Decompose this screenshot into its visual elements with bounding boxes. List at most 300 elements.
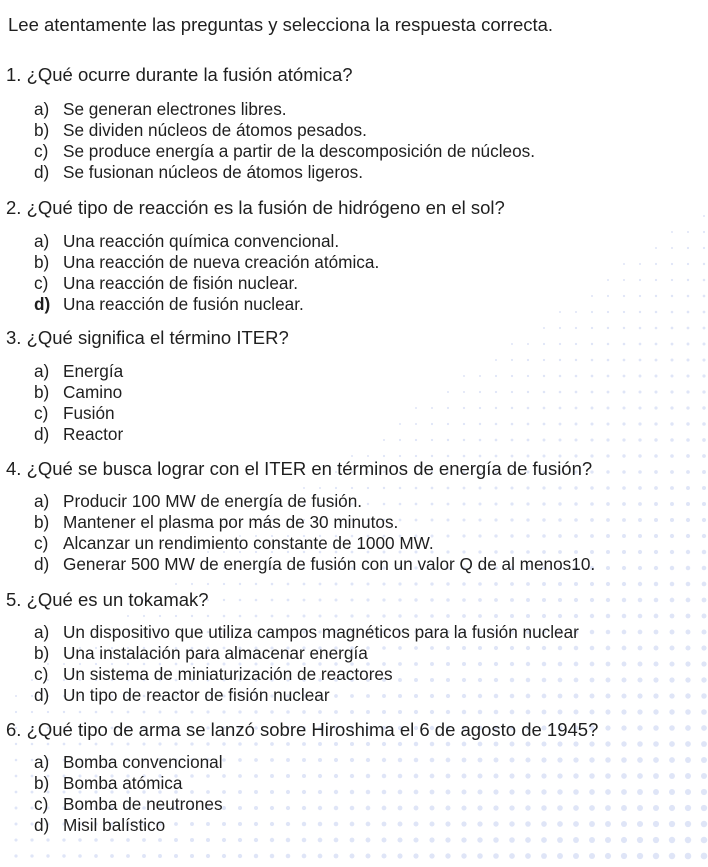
- background-dot: [702, 598, 707, 603]
- background-dot: [15, 759, 18, 762]
- background-dot: [670, 470, 674, 474]
- background-dot: [622, 422, 625, 425]
- background-dot: [495, 391, 497, 393]
- background-dot: [510, 598, 514, 602]
- background-dot: [686, 566, 691, 571]
- background-dot: [254, 742, 258, 746]
- option-5d[interactable]: [34, 685, 579, 706]
- background-dot: [303, 583, 306, 586]
- background-dot: [575, 359, 577, 361]
- background-dot: [398, 822, 403, 827]
- background-dot: [591, 407, 594, 410]
- background-dot: [686, 550, 690, 554]
- background-dot: [270, 838, 274, 842]
- background-dot: [654, 518, 658, 522]
- background-dot: [590, 486, 593, 489]
- background-dot: [686, 614, 691, 619]
- background-dot: [637, 853, 643, 859]
- background-dot: [510, 614, 514, 618]
- background-dot: [526, 614, 530, 618]
- background-dot: [637, 757, 643, 763]
- background-dot: [670, 646, 675, 651]
- background-dot: [382, 790, 387, 795]
- background-dot: [350, 774, 354, 778]
- option-5a[interactable]: [34, 622, 579, 643]
- background-dot: [78, 854, 82, 858]
- background-dot: [479, 439, 482, 442]
- background-dot: [430, 598, 433, 601]
- background-dot: [350, 710, 354, 714]
- background-dot: [606, 582, 610, 586]
- background-dot: [223, 583, 225, 585]
- background-dot: [702, 502, 706, 506]
- option-2c[interactable]: [34, 273, 379, 294]
- background-dot: [621, 741, 626, 746]
- background-dot: [222, 758, 226, 762]
- question-number: 2.: [6, 197, 22, 218]
- background-dot: [686, 406, 689, 409]
- background-dot: [143, 711, 146, 714]
- background-dot: [525, 837, 531, 843]
- background-dot: [509, 837, 515, 843]
- background-dot: [623, 263, 625, 265]
- background-dot: [638, 582, 642, 586]
- background-dot: [575, 311, 577, 313]
- background-dot: [542, 614, 546, 618]
- background-dot: [175, 615, 177, 617]
- background-dot: [575, 391, 578, 394]
- option-letter: d): [34, 424, 50, 444]
- background-dot: [670, 582, 675, 587]
- background-dot: [222, 774, 226, 778]
- background-dot: [461, 837, 466, 842]
- background-dot: [638, 534, 642, 538]
- background-dot: [653, 677, 658, 682]
- option-letter: a): [34, 231, 50, 251]
- background-dot: [254, 854, 258, 858]
- background-dot: [621, 821, 627, 827]
- background-dot: [623, 311, 625, 313]
- background-dot: [622, 518, 626, 522]
- background-dot: [494, 582, 498, 586]
- background-dot: [462, 598, 466, 602]
- background-dot: [702, 406, 705, 409]
- background-dot: [575, 343, 577, 345]
- background-dot: [366, 790, 371, 795]
- background-dot: [431, 439, 433, 441]
- background-dot: [607, 375, 610, 378]
- background-dot: [414, 790, 419, 795]
- background-dot: [655, 247, 657, 249]
- background-dot: [462, 774, 467, 779]
- background-dot: [557, 773, 562, 778]
- background-dot: [686, 486, 690, 490]
- background-dot: [542, 486, 545, 489]
- background-dot: [638, 406, 641, 409]
- background-dot: [382, 822, 387, 827]
- background-dot: [638, 470, 642, 474]
- background-dot: [542, 598, 546, 602]
- background-dot: [685, 741, 691, 747]
- background-dot: [606, 678, 611, 683]
- option-6a[interactable]: [34, 752, 223, 773]
- background-dot: [15, 695, 17, 697]
- option-2a[interactable]: [34, 231, 379, 252]
- background-dot: [431, 455, 433, 457]
- background-dot: [574, 582, 578, 586]
- background-dot: [335, 487, 337, 489]
- option-4d[interactable]: [34, 554, 595, 575]
- background-dot: [431, 407, 433, 409]
- background-dot: [303, 487, 305, 489]
- background-dot: [621, 757, 627, 763]
- option-letter: d): [34, 294, 51, 314]
- background-dot: [94, 854, 98, 858]
- background-dot: [590, 662, 595, 667]
- option-4c[interactable]: [34, 533, 595, 554]
- background-dot: [607, 295, 609, 297]
- background-dot: [286, 742, 290, 746]
- question-number: 6.: [6, 719, 22, 740]
- background-dot: [15, 743, 17, 745]
- background-dot: [495, 375, 497, 377]
- background-dot: [350, 822, 355, 827]
- background-dot: [607, 391, 610, 394]
- option-letter: b): [34, 120, 50, 140]
- background-dot: [623, 295, 625, 297]
- background-dot: [669, 661, 674, 666]
- background-dot: [639, 375, 642, 378]
- option-letter: c): [34, 664, 49, 684]
- background-dot: [366, 838, 371, 843]
- background-dot: [621, 693, 626, 698]
- background-dot: [366, 614, 369, 617]
- background-dot: [622, 486, 626, 490]
- background-dot: [479, 487, 482, 490]
- background-dot: [477, 837, 482, 842]
- background-dot: [541, 757, 546, 762]
- background-dot: [398, 790, 403, 795]
- background-dot: [318, 742, 322, 746]
- option-text: Se generan electrones libres.: [63, 99, 287, 119]
- background-dot: [414, 806, 419, 811]
- background-dot: [382, 710, 386, 714]
- background-dot: [415, 439, 417, 441]
- background-dot: [478, 614, 482, 618]
- background-dot: [367, 487, 369, 489]
- background-dot: [493, 853, 499, 859]
- option-6b[interactable]: [34, 773, 223, 794]
- background-dot: [254, 822, 258, 826]
- background-dot: [207, 615, 209, 617]
- background-dot: [495, 423, 498, 426]
- background-dot: [557, 789, 562, 794]
- background-dot: [654, 566, 658, 570]
- background-dot: [558, 486, 561, 489]
- background-dot: [415, 407, 417, 409]
- background-dot: [701, 837, 708, 844]
- background-dot: [702, 518, 706, 522]
- background-dot: [493, 821, 498, 826]
- option-text: Fusión: [63, 403, 115, 423]
- background-dot: [686, 358, 689, 361]
- background-dot: [510, 582, 514, 586]
- background-dot: [110, 838, 114, 842]
- background-dot: [686, 630, 691, 635]
- background-dot: [526, 598, 530, 602]
- option-3b[interactable]: [34, 382, 123, 403]
- background-dot: [654, 406, 657, 409]
- option-letter: d): [34, 162, 50, 182]
- background-dot: [526, 582, 530, 586]
- background-dot: [605, 773, 611, 779]
- background-dot: [382, 742, 386, 746]
- background-dot: [478, 774, 483, 779]
- background-dot: [238, 758, 242, 762]
- background-dot: [623, 391, 626, 394]
- background-dot: [382, 774, 387, 779]
- question-1: [6, 64, 353, 86]
- background-dot: [654, 390, 657, 393]
- option-letter: c): [34, 794, 49, 814]
- background-dot: [590, 438, 593, 441]
- background-dot: [638, 454, 641, 457]
- option-2d[interactable]: [34, 294, 379, 315]
- background-dot: [191, 583, 193, 585]
- option-5b[interactable]: [34, 643, 579, 664]
- background-dot: [414, 582, 417, 585]
- background-dot: [622, 454, 625, 457]
- background-dot: [639, 295, 641, 297]
- background-dot: [445, 821, 450, 826]
- question-text: ¿Qué tipo de arma se lanzó sobre Hiroshima el 6 de agosto de 1945?: [26, 719, 599, 740]
- background-dot: [318, 822, 323, 827]
- option-text: Misil balístico: [63, 815, 166, 835]
- background-dot: [670, 422, 673, 425]
- option-text: Mantener el plasma por más de 30 minutos.: [63, 512, 399, 532]
- background-dot: [270, 742, 274, 746]
- background-dot: [334, 822, 339, 827]
- background-dot: [671, 247, 673, 249]
- background-dot: [446, 774, 451, 779]
- background-dot: [319, 487, 321, 489]
- background-dot: [335, 599, 338, 602]
- option-4b[interactable]: [34, 512, 595, 533]
- background-dot: [222, 822, 226, 826]
- background-dot: [670, 598, 675, 603]
- background-dot: [606, 502, 610, 506]
- background-dot: [254, 710, 257, 713]
- background-dot: [175, 711, 178, 714]
- background-dot: [654, 502, 658, 506]
- background-dot: [462, 582, 466, 586]
- background-dot: [270, 854, 275, 859]
- background-dot: [637, 709, 642, 714]
- background-dot: [559, 391, 562, 394]
- background-dot: [318, 854, 323, 859]
- option-1d[interactable]: [34, 162, 535, 183]
- background-dot: [479, 455, 482, 458]
- background-dot: [31, 791, 34, 794]
- option-3a[interactable]: [34, 361, 123, 382]
- background-dot: [670, 502, 674, 506]
- background-dot: [701, 773, 707, 779]
- option-6c[interactable]: [34, 794, 223, 815]
- background-dot: [495, 487, 498, 490]
- background-dot: [398, 614, 401, 617]
- background-dot: [622, 678, 627, 683]
- background-dot: [703, 311, 706, 314]
- option-1c[interactable]: [34, 141, 535, 162]
- background-dot: [557, 741, 562, 746]
- background-dot: [413, 837, 418, 842]
- background-dot: [558, 598, 562, 602]
- background-dot: [430, 790, 435, 795]
- background-dot: [334, 614, 337, 617]
- background-dot: [286, 822, 290, 826]
- background-dot: [158, 742, 161, 745]
- background-dot: [319, 599, 322, 602]
- background-dot: [463, 391, 465, 393]
- background-dot: [575, 423, 578, 426]
- background-dot: [653, 805, 659, 811]
- option-text: Una reacción de fisión nuclear.: [63, 273, 299, 293]
- option-3d[interactable]: [34, 424, 123, 445]
- background-dot: [509, 821, 514, 826]
- background-dot: [302, 742, 306, 746]
- background-dot: [302, 806, 306, 810]
- background-dot: [414, 742, 418, 746]
- background-dot: [302, 758, 306, 762]
- background-dot: [702, 534, 706, 538]
- question-2-options: [34, 231, 379, 315]
- background-dot: [703, 215, 705, 217]
- background-dot: [589, 789, 595, 795]
- background-dot: [461, 805, 466, 810]
- background-dot: [190, 854, 194, 858]
- background-dot: [591, 295, 593, 297]
- background-dot: [479, 423, 481, 425]
- background-dot: [701, 645, 706, 650]
- option-4a[interactable]: [34, 491, 595, 512]
- background-dot: [607, 407, 610, 410]
- background-dot: [686, 534, 690, 538]
- background-dot: [174, 742, 177, 745]
- background-dot: [701, 661, 706, 666]
- background-dot: [366, 758, 370, 762]
- option-6d[interactable]: [34, 815, 223, 836]
- question-5-options: [34, 622, 579, 706]
- background-dot: [702, 422, 706, 426]
- option-3c[interactable]: [34, 403, 123, 424]
- background-dot: [654, 534, 658, 538]
- background-dot: [254, 774, 258, 778]
- background-dot: [687, 311, 690, 314]
- background-dot: [605, 789, 611, 795]
- option-letter: b): [34, 773, 50, 793]
- background-dot: [429, 821, 434, 826]
- background-dot: [527, 343, 529, 345]
- background-dot: [606, 438, 609, 441]
- background-dot: [271, 615, 274, 618]
- background-dot: [703, 247, 705, 249]
- background-dot: [238, 742, 242, 746]
- background-dot: [479, 407, 481, 409]
- background-dot: [15, 711, 17, 713]
- background-dot: [494, 742, 499, 747]
- background-dot: [654, 470, 658, 474]
- background-dot: [509, 773, 514, 778]
- option-5c[interactable]: [34, 664, 579, 685]
- background-dot: [606, 534, 610, 538]
- background-dot: [606, 518, 610, 522]
- background-dot: [653, 773, 659, 779]
- background-dot: [238, 806, 242, 810]
- option-text: Reactor: [63, 424, 124, 444]
- background-dot: [527, 455, 530, 458]
- background-dot: [590, 630, 595, 635]
- background-dot: [286, 838, 290, 842]
- background-dot: [655, 375, 658, 378]
- background-dot: [463, 439, 465, 441]
- background-dot: [541, 741, 546, 746]
- background-dot: [350, 742, 354, 746]
- background-dot: [398, 758, 402, 762]
- background-dot: [654, 614, 659, 619]
- background-dot: [671, 279, 673, 281]
- background-dot: [687, 295, 690, 298]
- background-dot: [398, 806, 403, 811]
- background-dot: [702, 454, 706, 458]
- background-dot: [701, 789, 707, 795]
- background-dot: [527, 359, 529, 361]
- background-dot: [591, 359, 594, 362]
- background-dot: [685, 661, 690, 666]
- option-1a[interactable]: [34, 99, 535, 120]
- option-text: Se fusionan núcleos de átomos ligeros.: [63, 162, 364, 182]
- background-dot: [654, 454, 658, 458]
- background-dot: [653, 757, 659, 763]
- background-dot: [142, 742, 145, 745]
- option-letter: c): [34, 273, 49, 293]
- background-dot: [254, 838, 258, 842]
- background-dot: [573, 837, 579, 843]
- background-dot: [414, 822, 419, 827]
- background-dot: [31, 711, 33, 713]
- background-dot: [543, 423, 546, 426]
- option-letter: a): [34, 622, 50, 642]
- option-text: Una reacción de fusión nuclear.: [63, 294, 304, 314]
- background-dot: [238, 774, 242, 778]
- background-dot: [126, 854, 130, 858]
- background-dot: [302, 790, 306, 794]
- background-dot: [701, 741, 707, 747]
- background-dot: [622, 502, 626, 506]
- option-1b[interactable]: [34, 120, 535, 141]
- background-dot: [350, 598, 353, 601]
- background-dot: [334, 790, 338, 794]
- background-dot: [638, 502, 642, 506]
- background-dot: [30, 838, 33, 841]
- background-dot: [286, 774, 290, 778]
- background-dot: [653, 709, 658, 714]
- background-dot: [557, 757, 562, 762]
- background-dot: [383, 487, 385, 489]
- background-dot: [589, 805, 595, 811]
- background-dot: [413, 853, 418, 858]
- background-dot: [701, 757, 707, 763]
- option-2b[interactable]: [34, 252, 379, 273]
